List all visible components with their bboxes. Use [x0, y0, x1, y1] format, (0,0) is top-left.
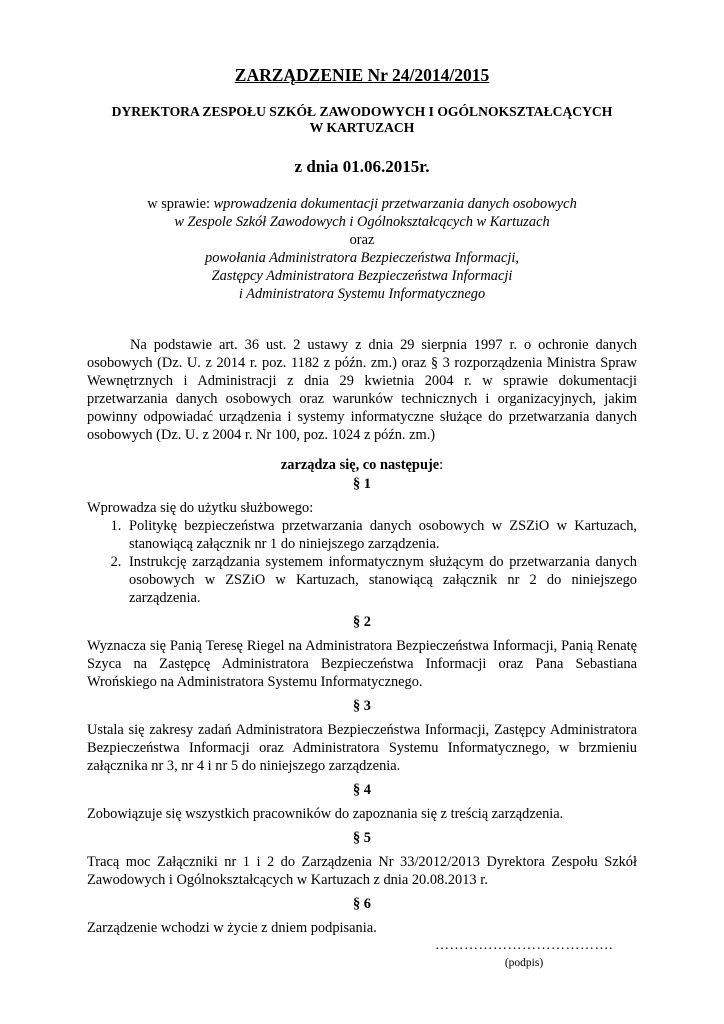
subject-line-2: w Zespole Szkół Zawodowych i Ogólnokształcących w Kartuzach [174, 214, 550, 230]
section-2-text: Wyznacza się Panią Teresę Riegel na Administratora Bezpieczeństwa Informacji, Panią Renatę Szyca na Zastępcę Administratora Bezpieczeństwa Informacji oraz Pana Sebastiana Wrońskiego na Administratora Systemu Informatycznego. [87, 638, 637, 690]
subject-line-1: wprowadzenia dokumentacji przetwarzania danych osobowych [213, 196, 577, 212]
section-heading-1: § 1 [353, 476, 371, 492]
section-heading-5: § 5 [353, 830, 371, 846]
orders-heading [87, 456, 637, 474]
preamble: Na podstawie art. 36 ust. 2 ustawy z dnia 29 sierpnia 1997 r. o ochronie danych osobowych (Dz. U. z 2014 r. poz. 1182 z późn. zm.) oraz § 3 rozporządzenia Ministra Spraw Wewnętrznych i Administracji z dnia 29 kwietnia 2004 r. w sprawie dokumentacji przetwarzania danych osobowych oraz warunków technicznych i organizacyjnych, jakim powinny odpowiadać urządzenia i systemy informatyczne służące do przetwarzania danych osobowych (Dz. U. z 2004 r. Nr 100, poz. 1024 z późn. zm.) [87, 337, 637, 443]
section-heading-6: § 6 [353, 896, 371, 912]
issuer-line-2: W KARTUZACH [309, 120, 415, 135]
section-heading-2: § 2 [353, 614, 371, 630]
section-4-text: Zobowiązuje się wszystkich pracowników do zapoznania się z treścią zarządzenia. [87, 806, 564, 822]
orders-label: zarządza się, co następuje [280, 457, 440, 473]
list-item: 2. Instrukcję zarządzania systemem informatycznym służącym do przetwarzania danych osobowych w ZSZiO w Kartuzach, stanowiącą załącznik nr 2 do niniejszego zarządzenia. [125, 553, 637, 607]
issuer-line-1: DYREKTORA ZESPOŁU SZKÓŁ ZAWODOWYCH I OGÓLNOKSZTAŁCĄCYCH [111, 104, 613, 119]
list-item: 1. Politykę bezpieczeństwa przetwarzania danych osobowych w ZSZiO w Kartuzach, stanowiącą załącznik nr 1 do niniejszego zarządzenia. [125, 517, 637, 553]
section-heading-4: § 4 [353, 782, 371, 798]
document-date: z dnia 01.06.2015r. [294, 157, 430, 176]
section-1-list [87, 517, 637, 607]
subject-block [87, 195, 637, 303]
subject-line-5: i Administratora Systemu Informatycznego [238, 286, 486, 302]
document-title: ZARZĄDZENIE Nr 24/2014/2015 [234, 65, 490, 85]
signature-line: ………………………………. [435, 938, 613, 953]
subject-line-3: powołania Administratora Bezpieczeństwa Informacji, [205, 250, 519, 266]
signature-block [434, 938, 614, 970]
subject-prefix: w sprawie: [147, 196, 214, 212]
signature-label: (podpis) [504, 957, 544, 969]
section-3-text: Ustala się zakresy zadań Administratora Bezpieczeństwa Informacji, Zastępcy Administratora Bezpieczeństwa Informacji oraz Administratora Systemu Informatycznego, w brzmieniu załącznika nr 3, nr 4 i nr 5 do niniejszego zarządzenia. [87, 722, 637, 774]
issuer [87, 104, 637, 136]
section-heading-3: § 3 [353, 698, 371, 714]
section-1-intro: Wprowadza się do użytku służbowego: [87, 500, 314, 516]
document-page [87, 64, 637, 937]
section-5-text: Tracą moc Załączniki nr 1 i 2 do Zarządzenia Nr 33/2012/2013 Dyrektora Zespołu Szkół Zawodowych i Ogólnokształcących w Kartuzach z dnia 20.08.2013 r. [87, 854, 637, 888]
orders-colon: : [439, 457, 444, 473]
section-6-text: Zarządzenie wchodzi w życie z dniem podpisania. [87, 920, 377, 936]
subject-connector: oraz [349, 232, 375, 248]
subject-line-4: Zastępcy Administratora Bezpieczeństwa Informacji [211, 268, 513, 284]
